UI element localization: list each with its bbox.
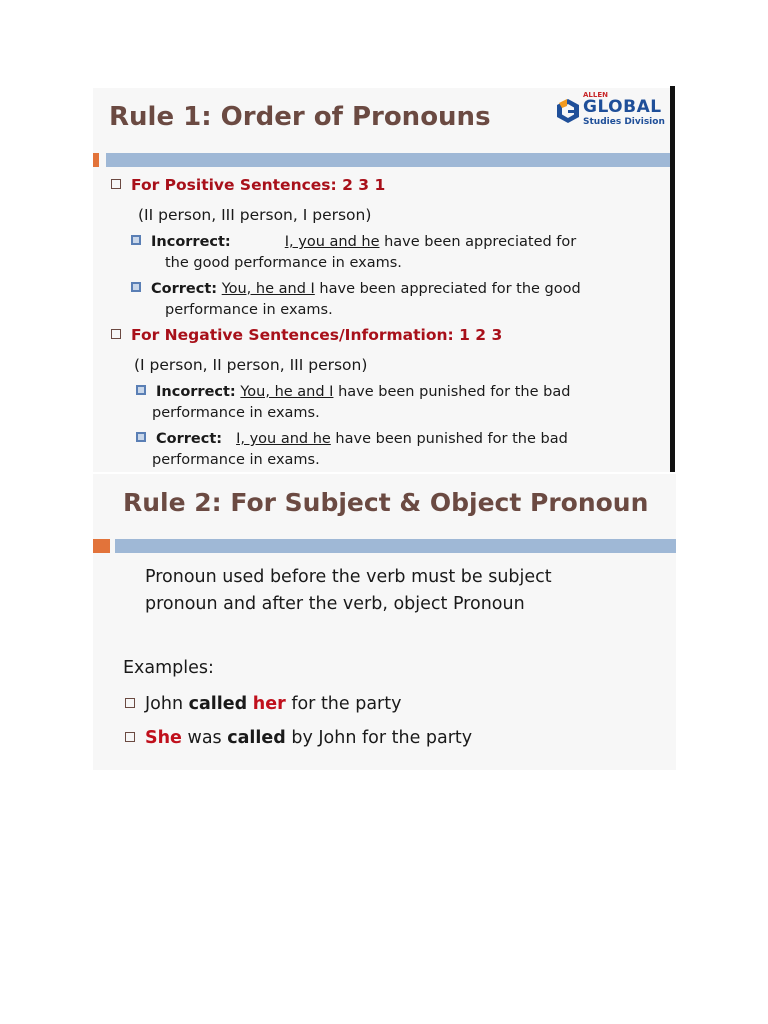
logo-g-icon [556,98,580,124]
bullet-square-icon [131,235,141,245]
title-bar-accent [93,153,99,167]
negative-order: (I person, II person, III person) [134,356,368,374]
positive-correct-line2: performance in exams. [165,302,333,318]
logo-global-text: GLOBAL [583,97,662,117]
title-bar [115,539,676,553]
title-bar [106,153,671,167]
example-1: John called her for the party [125,694,401,714]
positive-incorrect: Incorrect: I, you and he have been appreciated for [131,232,576,253]
bullet-square-icon [136,432,146,442]
negative-incorrect-line2: performance in exams. [152,405,320,421]
bullet-square-icon [125,698,135,708]
logo-sub-text: Studies Division [583,117,665,127]
examples-label: Examples: [123,658,214,678]
description-line-2: pronoun and after the verb, object Pronoun [145,594,525,614]
description-line-1: Pronoun used before the verb must be subject [145,567,552,587]
slide-rule-2 [93,474,676,770]
example-2: She was called by John for the party [125,728,472,748]
positive-order: (II person, III person, I person) [138,206,372,224]
negative-correct: Correct: I, you and he have been punished for the bad [136,429,568,450]
positive-heading: For Positive Sentences: 2 3 1 [111,176,385,194]
slide-title: Rule 2: For Subject & Object Pronoun [123,488,649,517]
positive-correct: Correct: You, he and I have been appreciated for the good [131,279,581,300]
negative-correct-line2: performance in exams. [152,452,320,468]
bullet-square-icon [111,329,121,339]
slide-right-border [670,86,675,472]
positive-incorrect-line2: the good performance in exams. [165,255,402,271]
negative-heading: For Negative Sentences/Information: 1 2 3 [111,326,502,344]
slide-rule-1 [93,88,671,472]
allen-global-logo [556,90,668,134]
bullet-square-icon [111,179,121,189]
slide-title: Rule 1: Order of Pronouns [109,102,491,132]
logo-allen-text: ALLEN [583,91,608,99]
title-bar-accent [93,539,110,553]
bullet-square-icon [125,732,135,742]
negative-incorrect: Incorrect: You, he and I have been punished for the bad [136,382,570,403]
bullet-square-icon [131,282,141,292]
bullet-square-icon [136,385,146,395]
